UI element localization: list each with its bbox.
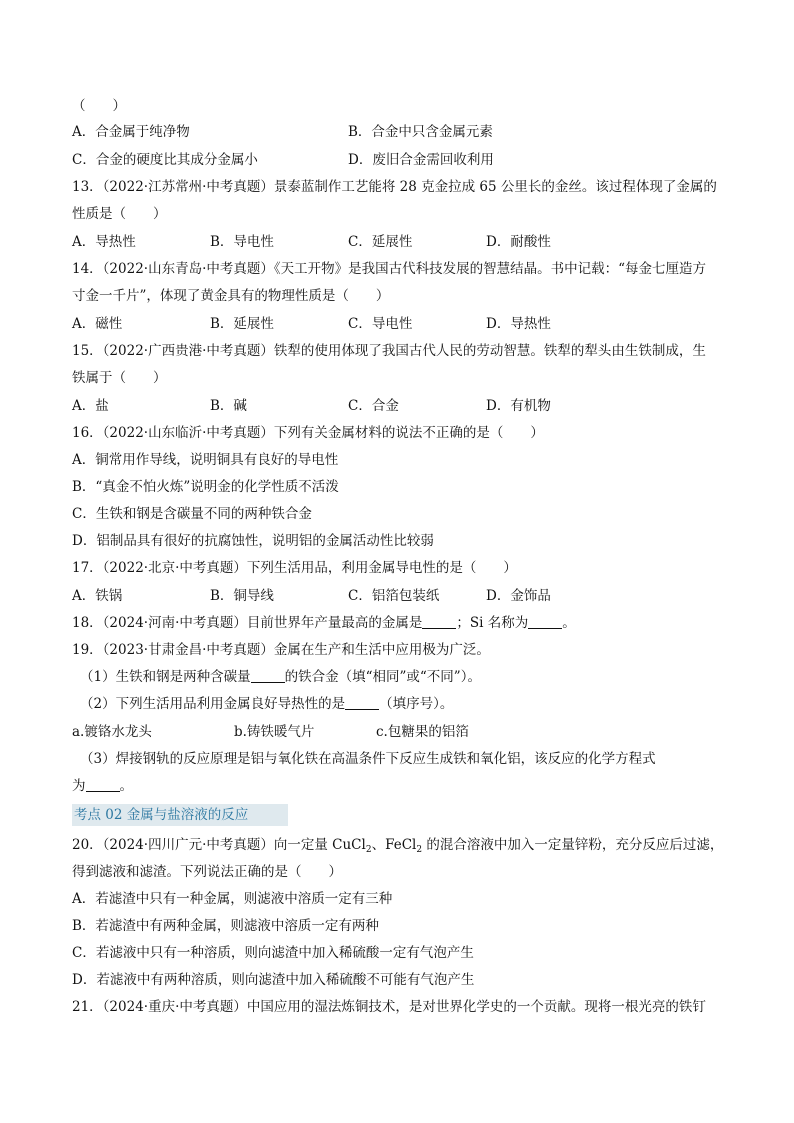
q18-answer-blank-1[interactable] [422,614,456,629]
q20-subscript-1: 2 [365,845,372,855]
q19-sub3-blank[interactable] [86,777,120,792]
q16-stem: 16．（2022·山东临沂·中考真题）下列有关金属材料的说法不正确的是（ ） [72,425,544,441]
q17-option-d: D．金饰品 [486,588,551,604]
q20-option-a: A．若滤渣中只有一种金属，则滤液中溶质一定有三种 [72,891,393,907]
q14-option-d: D．导热性 [486,316,551,332]
q14-option-b: B．延展性 [210,316,274,332]
q14-option-c: C．导电性 [348,316,413,332]
q18-text-part1: 18．（2024·河南·中考真题）目前世界年产量最高的金属是 [72,615,423,631]
q19-sub3-text-c: 。 [119,778,133,794]
q20-option-c: C．若滤液中只有一种溶质，则向滤渣中加入稀硫酸一定有气泡产生 [72,945,474,961]
q19-option-b: b.铸铁暖气片 [234,724,315,740]
q16-option-c: C．生铁和钢是含碳量不同的两种铁合金 [72,506,312,522]
q17-option-b: B．铜导线 [210,588,274,604]
q13-option-c: C．延展性 [348,234,413,250]
section-heading: 考点 02 金属与盐溶液的反应 [72,804,288,826]
q13-stem-line2: 性质是（ ） [72,206,167,222]
q19-sub3: （3）焊接钢轨的反应原理是铝与氧化铁在高温条件下反应生成铁和氧化铝，该反应的化学方程式 [80,751,656,767]
q18-text-part3: 。 [562,615,576,631]
q18-answer-blank-2[interactable] [528,614,562,629]
q13-option-d: D．耐酸性 [486,234,551,250]
q13-option-b: B．导电性 [210,234,274,250]
q13-stem-line1: 13．（2022·江苏常州·中考真题）景泰蓝制作工艺能将 28 克金拉成 65 公里长的金丝。该过程体现了金属的 [72,179,717,195]
q19-sub2 [80,694,453,714]
q18-text-part2: ；Si 名称为 [456,615,529,631]
q18-stem [72,613,576,633]
q12-option-c: C．合金的硬度比其成分金属小 [72,152,258,168]
q15-stem-line2: 铁属于（ ） [72,370,167,386]
q12-option-b: B．合金中只含金属元素 [348,124,493,140]
q15-option-a: A．盐 [72,398,109,414]
q19-sub1-text-a: （1）生铁和钢是两种含碳量 [80,669,251,685]
q21-stem-line1: 21．（2024·重庆·中考真题）中国应用的湿法炼铜技术，是对世界化学史的一个贡献。现将一根光亮的铁钉 [72,999,706,1015]
q19-sub2-text-b: （填序号）。 [379,696,454,712]
q20-text-pre: 20．（2024·四川广元·中考真题）向一定量 CuCl [72,837,366,853]
q17-stem: 17．（2022·北京·中考真题）下列生活用品，利用金属导电性的是（ ） [72,560,517,576]
q16-option-d: D．铝制品具有很好的抗腐蚀性，说明铝的金属活动性比较弱 [72,533,434,549]
q19-stem: 19．（2023·甘肃金昌·中考真题）金属在生产和生活中应用极为广泛。 [72,642,490,658]
q19-sub1-blank[interactable] [251,668,285,683]
q19-option-c: c.包糖果的铝箔 [376,724,469,740]
q19-sub3-text-b: 为 [72,778,86,794]
q15-stem-line1: 15．（2022·广西贵港·中考真题）铁犁的使用体现了我国古代人民的劳动智慧。铁犁的犁头由生铁制成，生 [72,343,706,359]
q20-option-d: D．若滤液中有两种溶质，则向滤渣中加入稀硫酸不可能有气泡产生 [72,972,475,988]
q20-stem-line1 [72,835,723,855]
q14-stem-line1: 14．（2022·山东青岛·中考真题）《天工开物》是我国古代科技发展的智慧结晶。书中记载：“每金七厘造方 [72,261,707,277]
q16-option-a: A．铜常用作导线，说明铜具有良好的导电性 [72,452,339,468]
q20-stem-line2: 得到滤液和滤渣。下列说法正确的是（ ） [72,864,342,880]
q15-option-b: B．碱 [210,398,247,414]
q19-sub2-text-a: （2）下列生活用品利用金属良好导热性的是 [80,696,346,712]
q20-subscript-2: 2 [416,845,423,855]
q12-option-d: D．废旧合金需回收利用 [348,152,494,168]
q15-option-d: D．有机物 [486,398,551,414]
q14-stem-line2: 寸金一千片”，体现了黄金具有的物理性质是（ ） [72,288,390,304]
q19-sub1-text-b: 的铁合金（填“相同”或“不同”）。 [284,669,481,685]
q20-option-b: B．若滤渣中有两种金属，则滤液中溶质一定有两种 [72,918,379,934]
q19-sub1 [80,667,481,687]
q13-option-a: A．导热性 [72,234,136,250]
q15-option-c: C．合金 [348,398,399,414]
answer-paren: （ ） [72,98,126,114]
q19-sub2-blank[interactable] [345,695,379,710]
q16-option-b: B．“真金不怕火炼”说明金的化学性质不活泼 [72,479,339,495]
q19-sub3-line2 [72,776,133,796]
q17-option-a: A．铁锅 [72,588,123,604]
q17-option-c: C．铝箔包装纸 [348,588,440,604]
q20-text-mid: 、FeCl [371,837,417,853]
q14-option-a: A．磁性 [72,316,123,332]
q20-text-post: 的混合溶液中加入一定量锌粉，充分反应后过滤， [422,837,724,853]
q19-option-a: a.镀铬水龙头 [72,724,152,740]
q12-option-a: A．合金属于纯净物 [72,124,190,140]
